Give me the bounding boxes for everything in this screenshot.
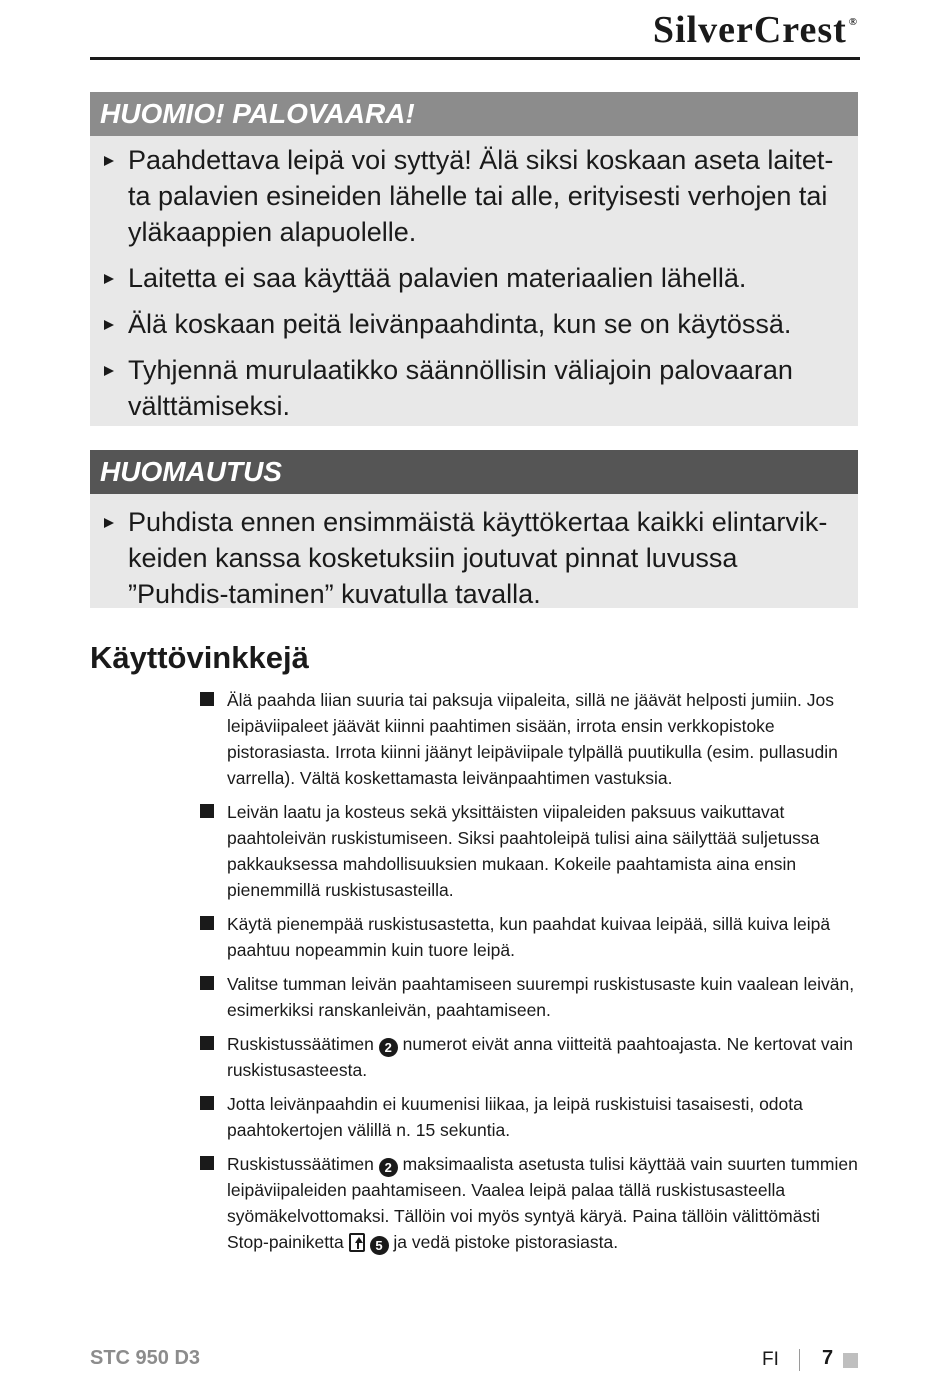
tip-text: numerot eivät anna viitteitä paahtoajasta. Ne kertovat vain ruskistusasteesta. (227, 1034, 854, 1080)
tip-item (200, 687, 862, 791)
fire-warning-list (90, 142, 858, 424)
tip-text: Valitse tumman leivän paahtamiseen suurempi ruskistusaste kuin vaalean leivän, esimerkiksi ranskanleivän, paahtamiseen. (227, 974, 855, 1020)
list-item (90, 142, 838, 250)
tip-item (200, 1031, 862, 1083)
bullet-square-icon (200, 916, 214, 930)
tip-item (200, 799, 862, 903)
fire-warning-box (90, 92, 858, 426)
tips-list (200, 687, 862, 1255)
tip-text: Käytä pienempää ruskistusastetta, kun paahdat kuivaa leipää, sillä kuiva leipä paahtuu nopeammin kuin tuore leipä. (227, 914, 831, 960)
tip-text: Jotta leivänpaahdin ei kuumenisi liikaa, ja leipä ruskistuisi tasaisesti, odota paahtokertojen välillä n. 15 sekuntia. (227, 1094, 803, 1140)
list-item-text: Älä koskaan peitä leivänpaahdinta, kun se on käytössä. (128, 309, 792, 339)
brand-logo (653, 8, 858, 52)
section-title: Käyttövinkkejä (90, 640, 309, 675)
list-item (90, 306, 838, 342)
note-title: HUOMAUTUS (90, 450, 858, 494)
page-number: 7 (822, 1347, 834, 1369)
tip-text: Ruskistussäätimen (227, 1034, 374, 1054)
bullet-square-icon (200, 1096, 214, 1110)
tip-item (200, 1151, 862, 1255)
tip-text: Ruskistussäätimen (227, 1154, 374, 1174)
tip-item (200, 911, 862, 963)
bullet-square-icon (200, 804, 214, 818)
bullet-arrow-icon (104, 518, 114, 528)
fire-warning-title: HUOMIO! PALOVAARA! (90, 92, 858, 136)
list-item (90, 352, 838, 424)
tip-item (200, 1091, 862, 1143)
footer-model: STC 950 D3 (90, 1347, 201, 1369)
bullet-square-icon (200, 976, 214, 990)
registered-mark: ® (848, 16, 858, 28)
list-item (90, 260, 838, 296)
tip-text: Leivän laatu ja kosteus sekä yksittäisten viipaleiden paksuus vaikuttavat paahtoleivän ruskistumiseen. Siksi paahtoleipä tulisi aina säilyttää suljetussa pakkauksessa mahdollisuuksien mukaan. Kokeile paahtamista aina ensin pienemmillä ruskistusasteilla. (227, 802, 820, 900)
tip-text: Älä paahda liian suuria tai paksuja viipaleita, sillä ne jäävät helposti jumiin. Jos leipäviipaleet jäävät kiinni paahtimen sisään, irrota ensin verkkopistoke pistorasiasta. Irrota kiinni jäänyt leipäviipale tylpällä puutikulla (esim. pullasudin varrella). Vältä koskettamasta leivänpaahtimen vastuksia. (227, 690, 838, 788)
brand-name: SilverCrest (652, 9, 847, 51)
note-box (90, 450, 858, 608)
list-item-text: Paahdettava leipä voi syttyä! Älä siksi koskaan aseta laitet-ta palavien esineiden lähelle tai alle, erityisesti verhojen tai yläkaappien alapuolelle. (128, 145, 834, 247)
list-item (90, 504, 838, 612)
stop-button-number-badge: 5 (370, 1236, 389, 1255)
bullet-square-icon (200, 692, 214, 706)
bullet-arrow-icon (104, 366, 114, 376)
footer-square-icon (843, 1353, 858, 1368)
tip-item (200, 971, 862, 1023)
tip-text: maksimaalista asetusta tulisi käyttää vain suurten tummien leipäviipaleiden paahtamiseen. Vaalea leipä palaa tällä ruskistusasteella syömäkelvottomaksi. Tällöin voi myös syntyä käryä. Paina tällöin välittömästi Stop-painiketta (227, 1154, 858, 1252)
list-item-text: Laitetta ei saa käyttää palavien materiaalien lähellä. (128, 263, 747, 293)
list-item-text: Tyhjennä murulaatikko säännöllisin väliajoin palovaaran välttämiseksi. (128, 355, 793, 421)
note-list (90, 504, 858, 612)
browning-control-number-badge: 2 (379, 1158, 398, 1177)
bullet-arrow-icon (104, 320, 114, 330)
footer-language: FI (762, 1349, 779, 1370)
tip-text: ja vedä pistoke pistorasiasta. (393, 1232, 619, 1252)
browning-control-number-badge: 2 (379, 1038, 398, 1057)
stop-button-icon (349, 1233, 365, 1252)
list-item-text: Puhdista ennen ensimmäistä käyttökertaa kaikki elintarvik-keiden kanssa kosketuksiin joutuvat pinnat luvussa ”Puhdis-taminen” kuvatulla tavalla. (128, 507, 828, 609)
bullet-square-icon (200, 1156, 214, 1170)
bullet-arrow-icon (104, 156, 114, 166)
footer-separator (799, 1349, 800, 1371)
bullet-arrow-icon (104, 274, 114, 284)
header-rule (90, 57, 860, 60)
bullet-square-icon (200, 1036, 214, 1050)
